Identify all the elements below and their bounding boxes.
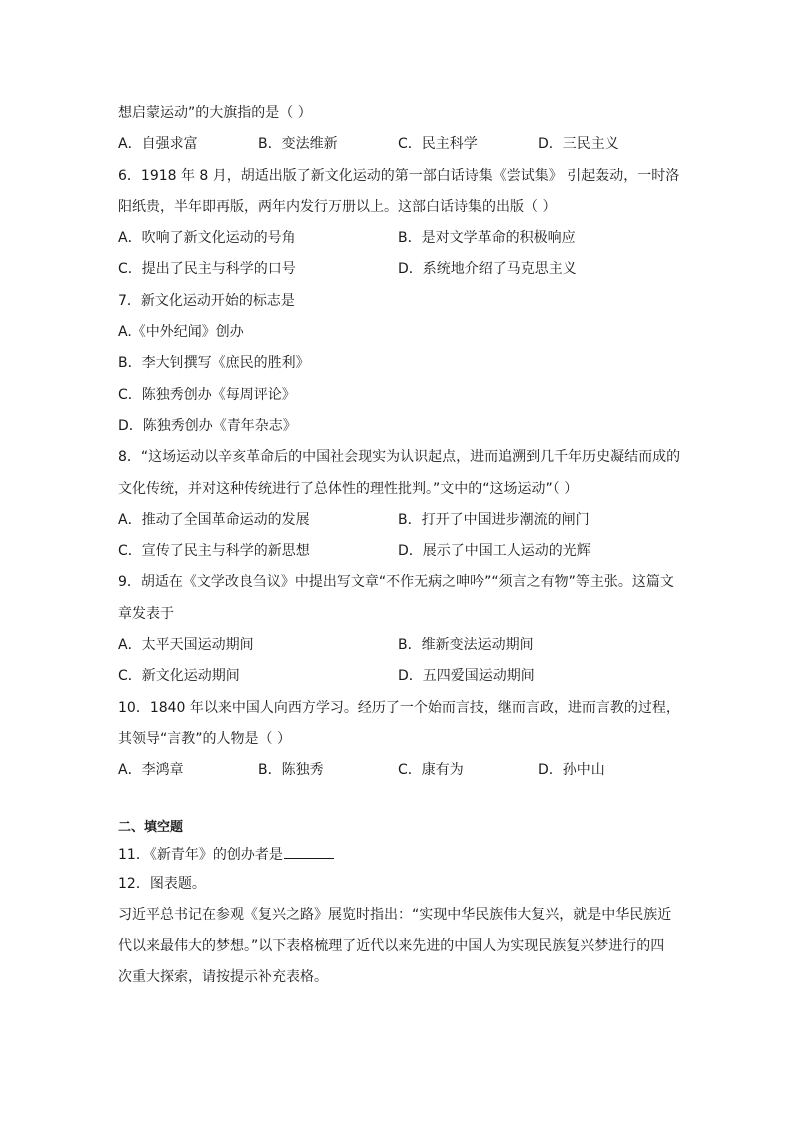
q10-option-c[interactable]: C．康有为 [398,762,464,779]
q10-option-b[interactable]: B．陈独秀 [258,762,324,779]
q12-text-line3: 次重大探索，请按提示补充表格。 [118,969,328,986]
q5-option-a[interactable]: A．自强求富 [118,136,198,153]
q9-stem-line2: 章发表于 [118,605,174,622]
q9-option-b[interactable]: B．维新变法运动期间 [398,637,534,654]
q6-options-row2 [118,254,678,285]
q5-options [118,129,678,160]
q8-option-d[interactable]: D．展示了中国工人运动的光辉 [398,543,591,560]
q11-row [118,841,678,869]
q9-stem-line1: 9．胡适在《文学改良刍议》中提出写文章“不作无病之呻吟”“须言之有物”等主张。这篇文 [118,574,674,591]
q10-option-d[interactable]: D．孙中山 [538,762,605,779]
q7-option-b[interactable]: B．李大钊撰写《庶民的胜利》 [118,355,310,372]
q9-options-row1 [118,630,678,661]
q5-stem-tail: 想启蒙运动”的大旗指的是（ ） [118,105,312,121]
q8-stem-line1: 8．“这场运动以辛亥革命后的中国社会现实为认识起点，进而追溯到几千年历史凝结而成的 [118,449,681,466]
section-heading-fill-in: 二、填空题 [118,819,184,835]
q6-option-c[interactable]: C．提出了民主与科学的口号 [118,261,296,278]
q5-option-d[interactable]: D．三民主义 [538,136,619,153]
q6-stem-line2: 阳纸贵，半年即再版，两年内发行万册以上。这部白话诗集的出版（ ） [118,198,557,215]
q10-stem-line2: 其领导“言教”的人物是（ ） [118,730,291,747]
q8-options-row2 [118,536,678,567]
q12-text-line2: 代以来最伟大的梦想。”以下表格梳理了近代以来先进的中国人为实现民族复兴梦进行的四 [118,938,665,955]
q7-option-c[interactable]: C．陈独秀创办《每周评论》 [118,386,296,403]
q9-options-row2 [118,661,678,692]
q12-text-line1: 习近平总书记在参观《复兴之路》展览时指出：“实现中华民族伟大复兴，就是中华民族近 [118,906,672,923]
q10-stem-line1: 10．1840 年以来中国人向西方学习。经历了一个始而言技，继而言政，进而言教的过程， [118,699,680,716]
q7-option-d[interactable]: D．陈独秀创办《青年杂志》 [118,417,297,434]
q9-option-c[interactable]: C．新文化运动期间 [118,668,240,685]
q7-option-a[interactable]: A.《中外纪闻》创办 [118,324,244,341]
q8-option-b[interactable]: B．打开了中国进步潮流的闸门 [398,511,590,528]
q8-option-c[interactable]: C．宣传了民主与科学的新思想 [118,543,310,560]
q6-option-d[interactable]: D．系统地介绍了马克思主义 [398,261,577,278]
q8-option-a[interactable]: A．推动了全国革命运动的发展 [118,511,310,528]
q6-option-a[interactable]: A．吹响了新文化运动的号角 [118,230,296,247]
q11-stem: 11．《新青年》的创办者是 [118,846,283,863]
q6-option-b[interactable]: B．是对文学革命的积极响应 [398,230,576,247]
q6-options-row1 [118,223,678,254]
page-content [118,98,681,994]
q9-option-d[interactable]: D．五四爱国运动期间 [398,668,535,685]
q11-answer-blank[interactable] [284,844,334,859]
q5-option-b[interactable]: B．变法维新 [258,136,338,153]
q8-options-row1 [118,505,678,536]
q8-stem-line2: 文化传统，并对这种传统进行了总体性的理性批判。”文中的“这场运动”（ ） [118,480,579,497]
q9-option-a[interactable]: A．太平天国运动期间 [118,637,254,654]
q12-stem: 12．图表题。 [118,875,206,892]
q5-option-c[interactable]: C．民主科学 [398,136,478,153]
q7-stem: 7．新文化运动开始的标志是 [118,292,295,309]
q10-option-a[interactable]: A．李鸿章 [118,762,184,779]
q10-options [118,755,678,786]
q6-stem-line1: 6．1918 年 8 月，胡适出版了新文化运动的第一部白话诗集《尝试集》 引起轰动，一时洛 [118,167,680,184]
section-spacer [118,787,678,817]
